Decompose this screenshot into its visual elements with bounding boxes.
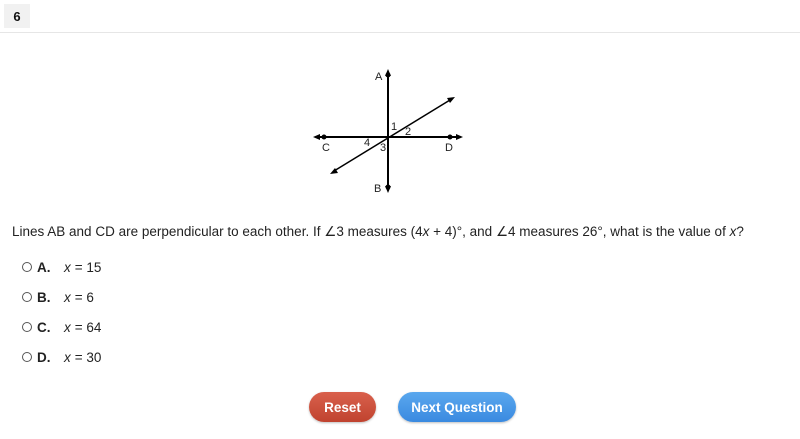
label-angle-2: 2 <box>405 126 412 138</box>
point-a <box>386 73 391 78</box>
option-value: = 64 <box>74 319 102 335</box>
option-value: = 30 <box>74 349 102 365</box>
question-part: 3 measures (4 <box>336 224 423 239</box>
reset-button[interactable]: Reset <box>309 392 376 422</box>
option-letter: A. <box>37 259 51 275</box>
option-letter: B. <box>37 289 51 305</box>
question-part: ? <box>736 224 744 239</box>
point-c <box>322 135 327 140</box>
transversal-line <box>334 100 450 171</box>
option-variable: x <box>64 319 71 335</box>
radio-button[interactable] <box>22 262 32 272</box>
radio-button[interactable] <box>22 292 32 302</box>
label-a: A <box>375 71 383 83</box>
variable-x: x <box>729 224 737 239</box>
option-a[interactable] <box>22 252 101 282</box>
next-question-button[interactable]: Next Question <box>398 392 516 422</box>
option-b[interactable] <box>22 282 101 312</box>
angle-symbol: ∠ <box>324 224 337 239</box>
header-bar <box>0 0 800 33</box>
point-d <box>448 135 453 140</box>
option-variable: x <box>64 349 71 365</box>
answer-options <box>22 252 101 372</box>
option-d[interactable] <box>22 342 101 372</box>
label-angle-1: 1 <box>391 121 398 133</box>
arrow-d <box>456 134 463 140</box>
option-letter: C. <box>37 319 51 335</box>
arrow-transversal-top <box>447 97 455 103</box>
point-b <box>386 185 391 190</box>
label-c: C <box>322 142 330 154</box>
label-angle-3: 3 <box>380 142 387 154</box>
radio-button[interactable] <box>22 322 32 332</box>
question-part: Lines AB and CD are perpendicular to each other. If <box>12 224 325 239</box>
arrow-c <box>313 134 320 140</box>
label-angle-4: 4 <box>364 137 371 149</box>
radio-button[interactable] <box>22 352 32 362</box>
option-value: = 15 <box>74 259 102 275</box>
angle-symbol: ∠ <box>495 224 509 239</box>
option-letter: D. <box>37 349 51 365</box>
question-text <box>12 223 792 241</box>
label-d: D <box>445 142 453 154</box>
question-part: 4 measures 26°, what is the value of <box>508 224 730 239</box>
option-variable: x <box>64 259 71 275</box>
label-b: B <box>374 183 382 195</box>
question-part: + 4)°, and <box>429 224 496 239</box>
variable-x: x <box>422 224 430 239</box>
geometry-diagram <box>300 60 480 200</box>
option-value: = 6 <box>74 289 94 305</box>
option-variable: x <box>64 289 71 305</box>
question-number: 6 <box>4 4 30 28</box>
option-c[interactable] <box>22 312 101 342</box>
